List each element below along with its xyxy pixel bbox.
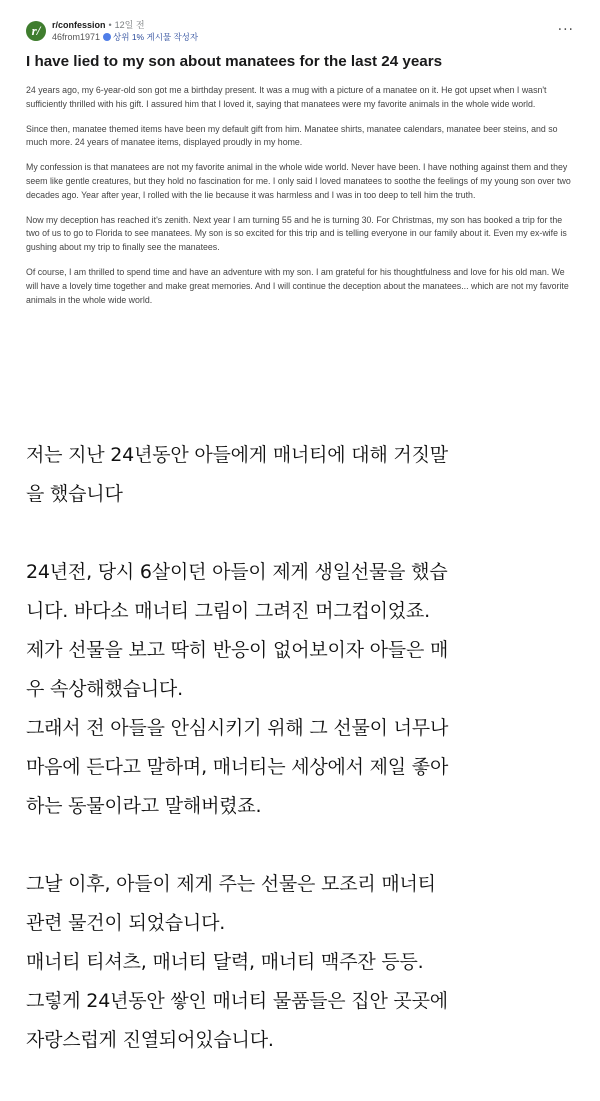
korean-translation xyxy=(0,318,600,1060)
post-paragraph: 24 years ago, my 6-year-old son got me a birthday present. It was a mug with a picture of a manatee on it. He got upset when I wasn't sufficiently thrilled with his gift. I assured him that I loved it, saying that manatees were my favorite animals in the whole wide world. xyxy=(26,85,547,109)
author-link[interactable]: 46from1971 xyxy=(52,32,101,42)
translation-line: 매너티 티셔츠, 매너티 달력, 매너티 맥주잔 등등. xyxy=(26,951,424,974)
translation-line: 저는 지난 24년동안 아들에게 매너티에 대해 거짓말 xyxy=(26,444,448,467)
translation-line: 제가 선물을 보고 딱히 반응이 없어보이자 아들은 매 xyxy=(26,639,449,662)
award-badge-icon xyxy=(103,33,111,41)
translation-line: 하는 동물이라고 말해버렸죠. xyxy=(26,795,262,818)
translation-line: 니다. 바다소 매너티 그림이 그려진 머그컵이었죠. xyxy=(26,600,430,623)
subreddit-link[interactable]: r/confession xyxy=(52,20,106,30)
more-options-icon[interactable]: ··· xyxy=(557,22,574,38)
translation-line: 우 속상해했습니다. xyxy=(26,678,183,701)
post-title[interactable]: I have lied to my son about manatees for the last 24 years xyxy=(26,53,443,70)
translation-line: 그래서 전 아들을 안심시키기 위해 그 선물이 너무나 xyxy=(26,717,449,740)
translation-line: 관련 물건이 되었습니다. xyxy=(26,912,226,935)
translation-line: 24년전, 당시 6살이던 아들이 제게 생일선물을 했습 xyxy=(26,561,448,584)
translation-line: 그렇게 24년동안 쌓인 매너티 물품들은 집안 곳곳에 xyxy=(26,990,448,1013)
post-meta xyxy=(26,18,574,44)
post-paragraph: My confession is that manatees are not my favorite animal in the whole wide world. Never have been. I have nothing against them and they seem like gentle creatures, but they hold no fascination for me. I only said I loved manatees to soothe the feelings of my young son over two decades ago. Year after year, I rolled with the lie because it was harmless and I was in too deep to tell him the truth. xyxy=(26,162,571,200)
meta-separator: • xyxy=(108,20,112,30)
reddit-post xyxy=(0,0,600,307)
post-paragraph: Of course, I am thrilled to spend time and have an adventure with my son. I am grateful for his thoughtfulness and love for his old man. We will have a lovely time together and make great memories. And I will continue the deception about the manatees... which are not my favorite animals in the whole wide world. xyxy=(26,266,569,305)
paragraph-gap xyxy=(26,514,576,553)
post-meta-text xyxy=(52,19,198,43)
translation-line: 자랑스럽게 진열되어있습니다. xyxy=(26,1029,274,1052)
post-paragraph: Now my deception has reached it's zenith. Next year I am turning 55 and he is turning 30. For Christmas, my son has booked a trip for the two of us to go to Florida to see manatees. My son is so excited for this trip and is telling everyone in our family about it. Even my ex-wife is gushing about my trip to finally see the manatees. xyxy=(26,214,567,253)
post-time: 12일 전 xyxy=(114,20,145,30)
translation-line: 을 했습니다 xyxy=(26,483,123,506)
badge-label: 상위 1% 게시물 작성자 xyxy=(113,32,199,42)
translation-line: 그날 이후, 아들이 제게 주는 선물은 모조리 매너티 xyxy=(26,873,436,896)
post-body xyxy=(26,84,574,307)
translation-line: 마음에 든다고 말하며, 매너티는 세상에서 제일 좋아 xyxy=(26,756,449,779)
paragraph-gap xyxy=(26,826,576,865)
author-badge xyxy=(103,31,198,43)
subreddit-icon[interactable]: r/ xyxy=(26,21,46,41)
post-paragraph: Since then, manatee themed items have been my default gift from him. Manatee shirts, manatee calendars, manatee beer steins, and so much more. 24 years of manatee items, displayed proudly in my home. xyxy=(26,123,558,148)
